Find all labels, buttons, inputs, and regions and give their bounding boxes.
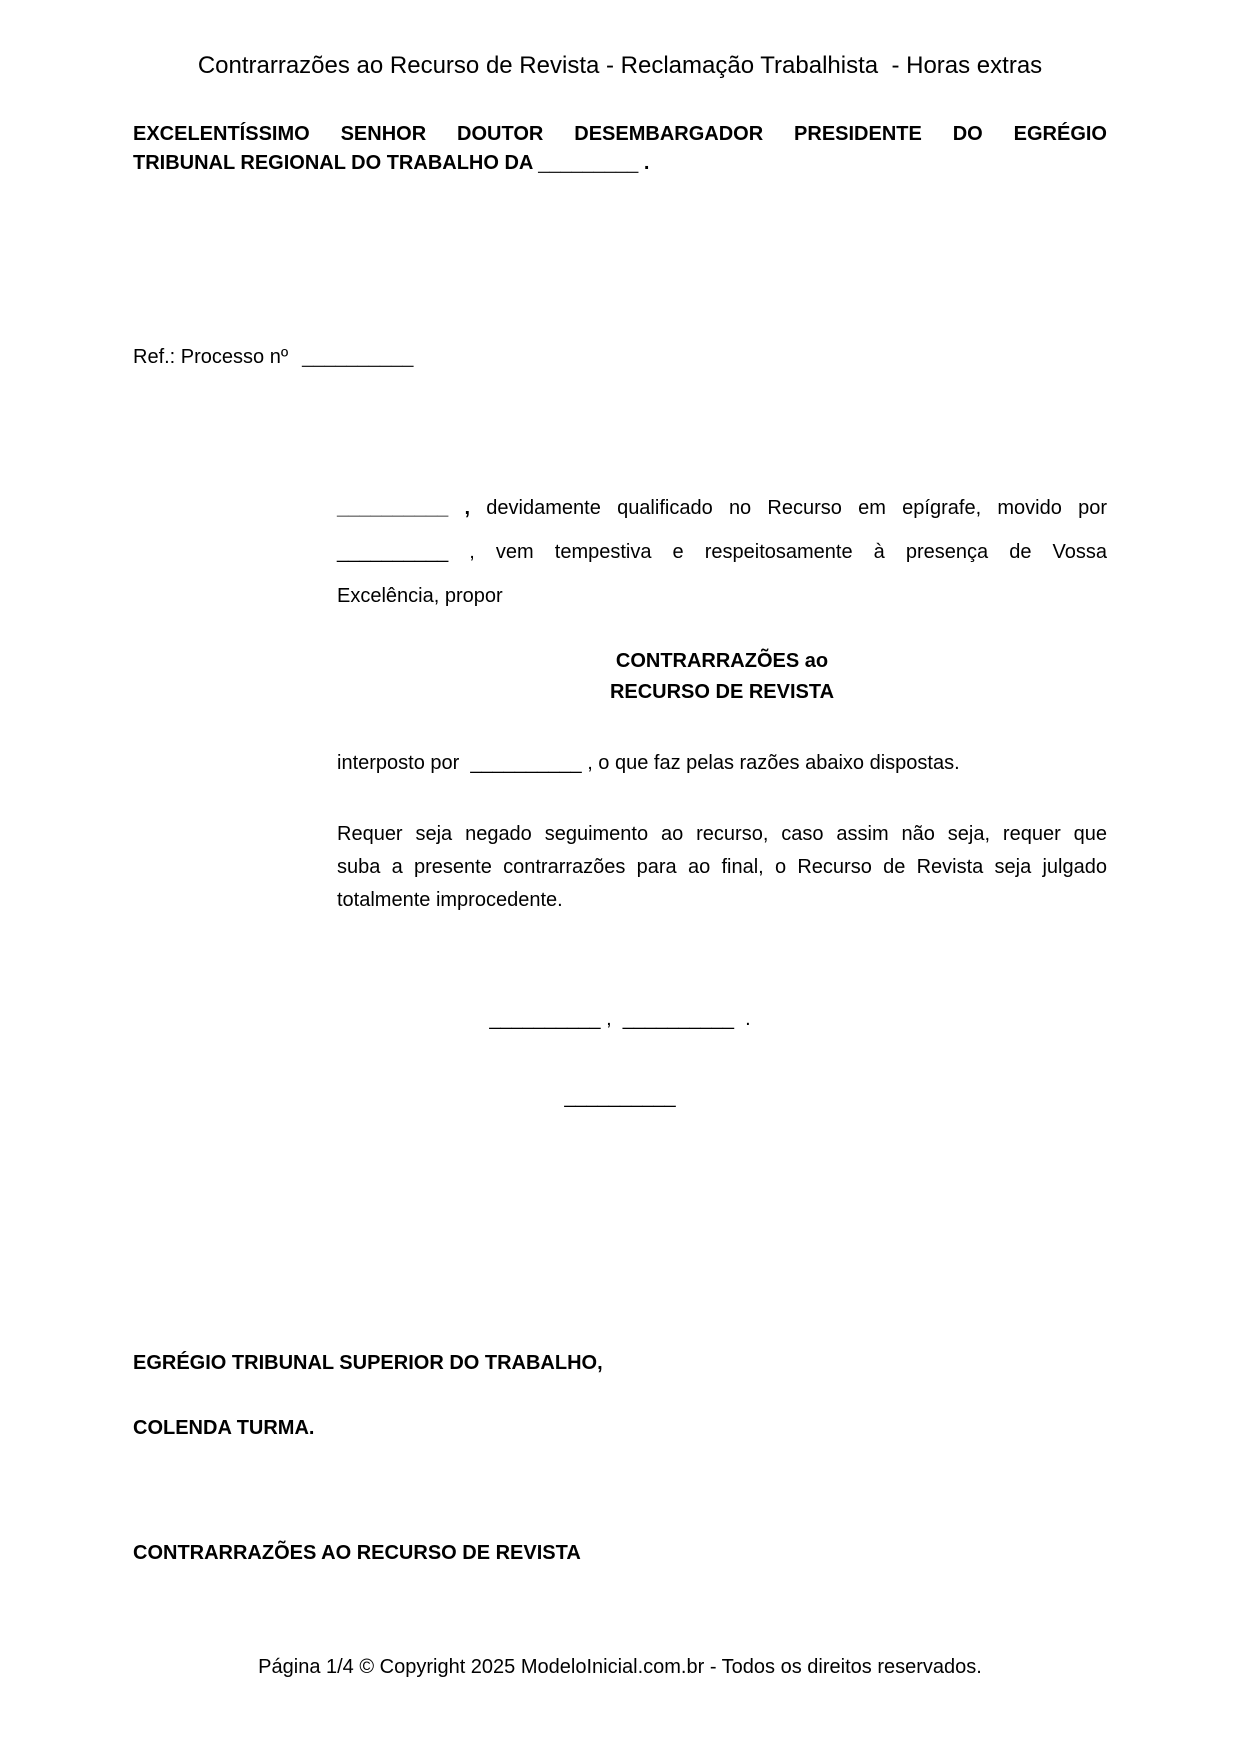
opening-line1-text: devidamente qualificado no Recurso em epígrafe, movido por [486,497,1108,519]
addressee-line2-period: . [643,152,650,174]
blank-field: __________ , [337,497,471,519]
petition-heading [337,646,1107,708]
opening-paragraph [337,486,1107,618]
addressee-heading [133,120,1107,178]
requer-line3: totalmente improcedente. [337,889,563,911]
opening-line2: __________ , vem tempestiva e respeitosamente à presença de Vossa [337,541,1107,563]
ref-label: Ref.: Processo nº [133,346,289,368]
blank-field: __________ [302,346,414,368]
requer-line2: suba a presente contrarrazões para ao final, o Recurso de Revista seja julgado [337,856,1107,878]
blank-field: _________ [538,152,639,174]
signature-line: __________ [564,1086,676,1108]
interposto-line: interposto por __________ , o que faz pelas razões abaixo dispostas. [337,752,960,774]
petition-heading-line1: CONTRARRAZÕES ao [615,650,829,672]
addressee-line2 [133,149,1107,178]
tribunal-superior-heading: EGRÉGIO TRIBUNAL SUPERIOR DO TRABALHO, [133,1352,603,1374]
colenda-turma-heading: COLENDA TURMA. [133,1417,315,1439]
petition-heading-line2: RECURSO DE REVISTA [609,681,835,703]
contrarrazoes-section-heading: CONTRARRAZÕES AO RECURSO DE REVISTA [133,1542,581,1564]
page-footer: Página 1/4 © Copyright 2025 ModeloInicial.com.br - Todos os direitos reservados. [258,1656,982,1678]
requer-paragraph [337,818,1107,917]
requer-line1: Requer seja negado seguimento ao recurso, caso assim não seja, requer que [337,823,1107,845]
page-title: Contrarrazões ao Recurso de Revista - Reclamação Trabalhista - Horas extras [197,52,1043,79]
signature-city-date-line: __________ , __________ . [489,1008,751,1030]
addressee-line2-text: TRIBUNAL REGIONAL DO TRABALHO DA [133,152,533,174]
process-reference-line [133,346,1107,369]
opening-line1 [337,486,1107,530]
addressee-line1: EXCELENTÍSSIMO SENHOR DOUTOR DESEMBARGADOR PRESIDENTE DO EGRÉGIO [133,123,1107,145]
opening-line3: Excelência, propor [337,585,503,607]
